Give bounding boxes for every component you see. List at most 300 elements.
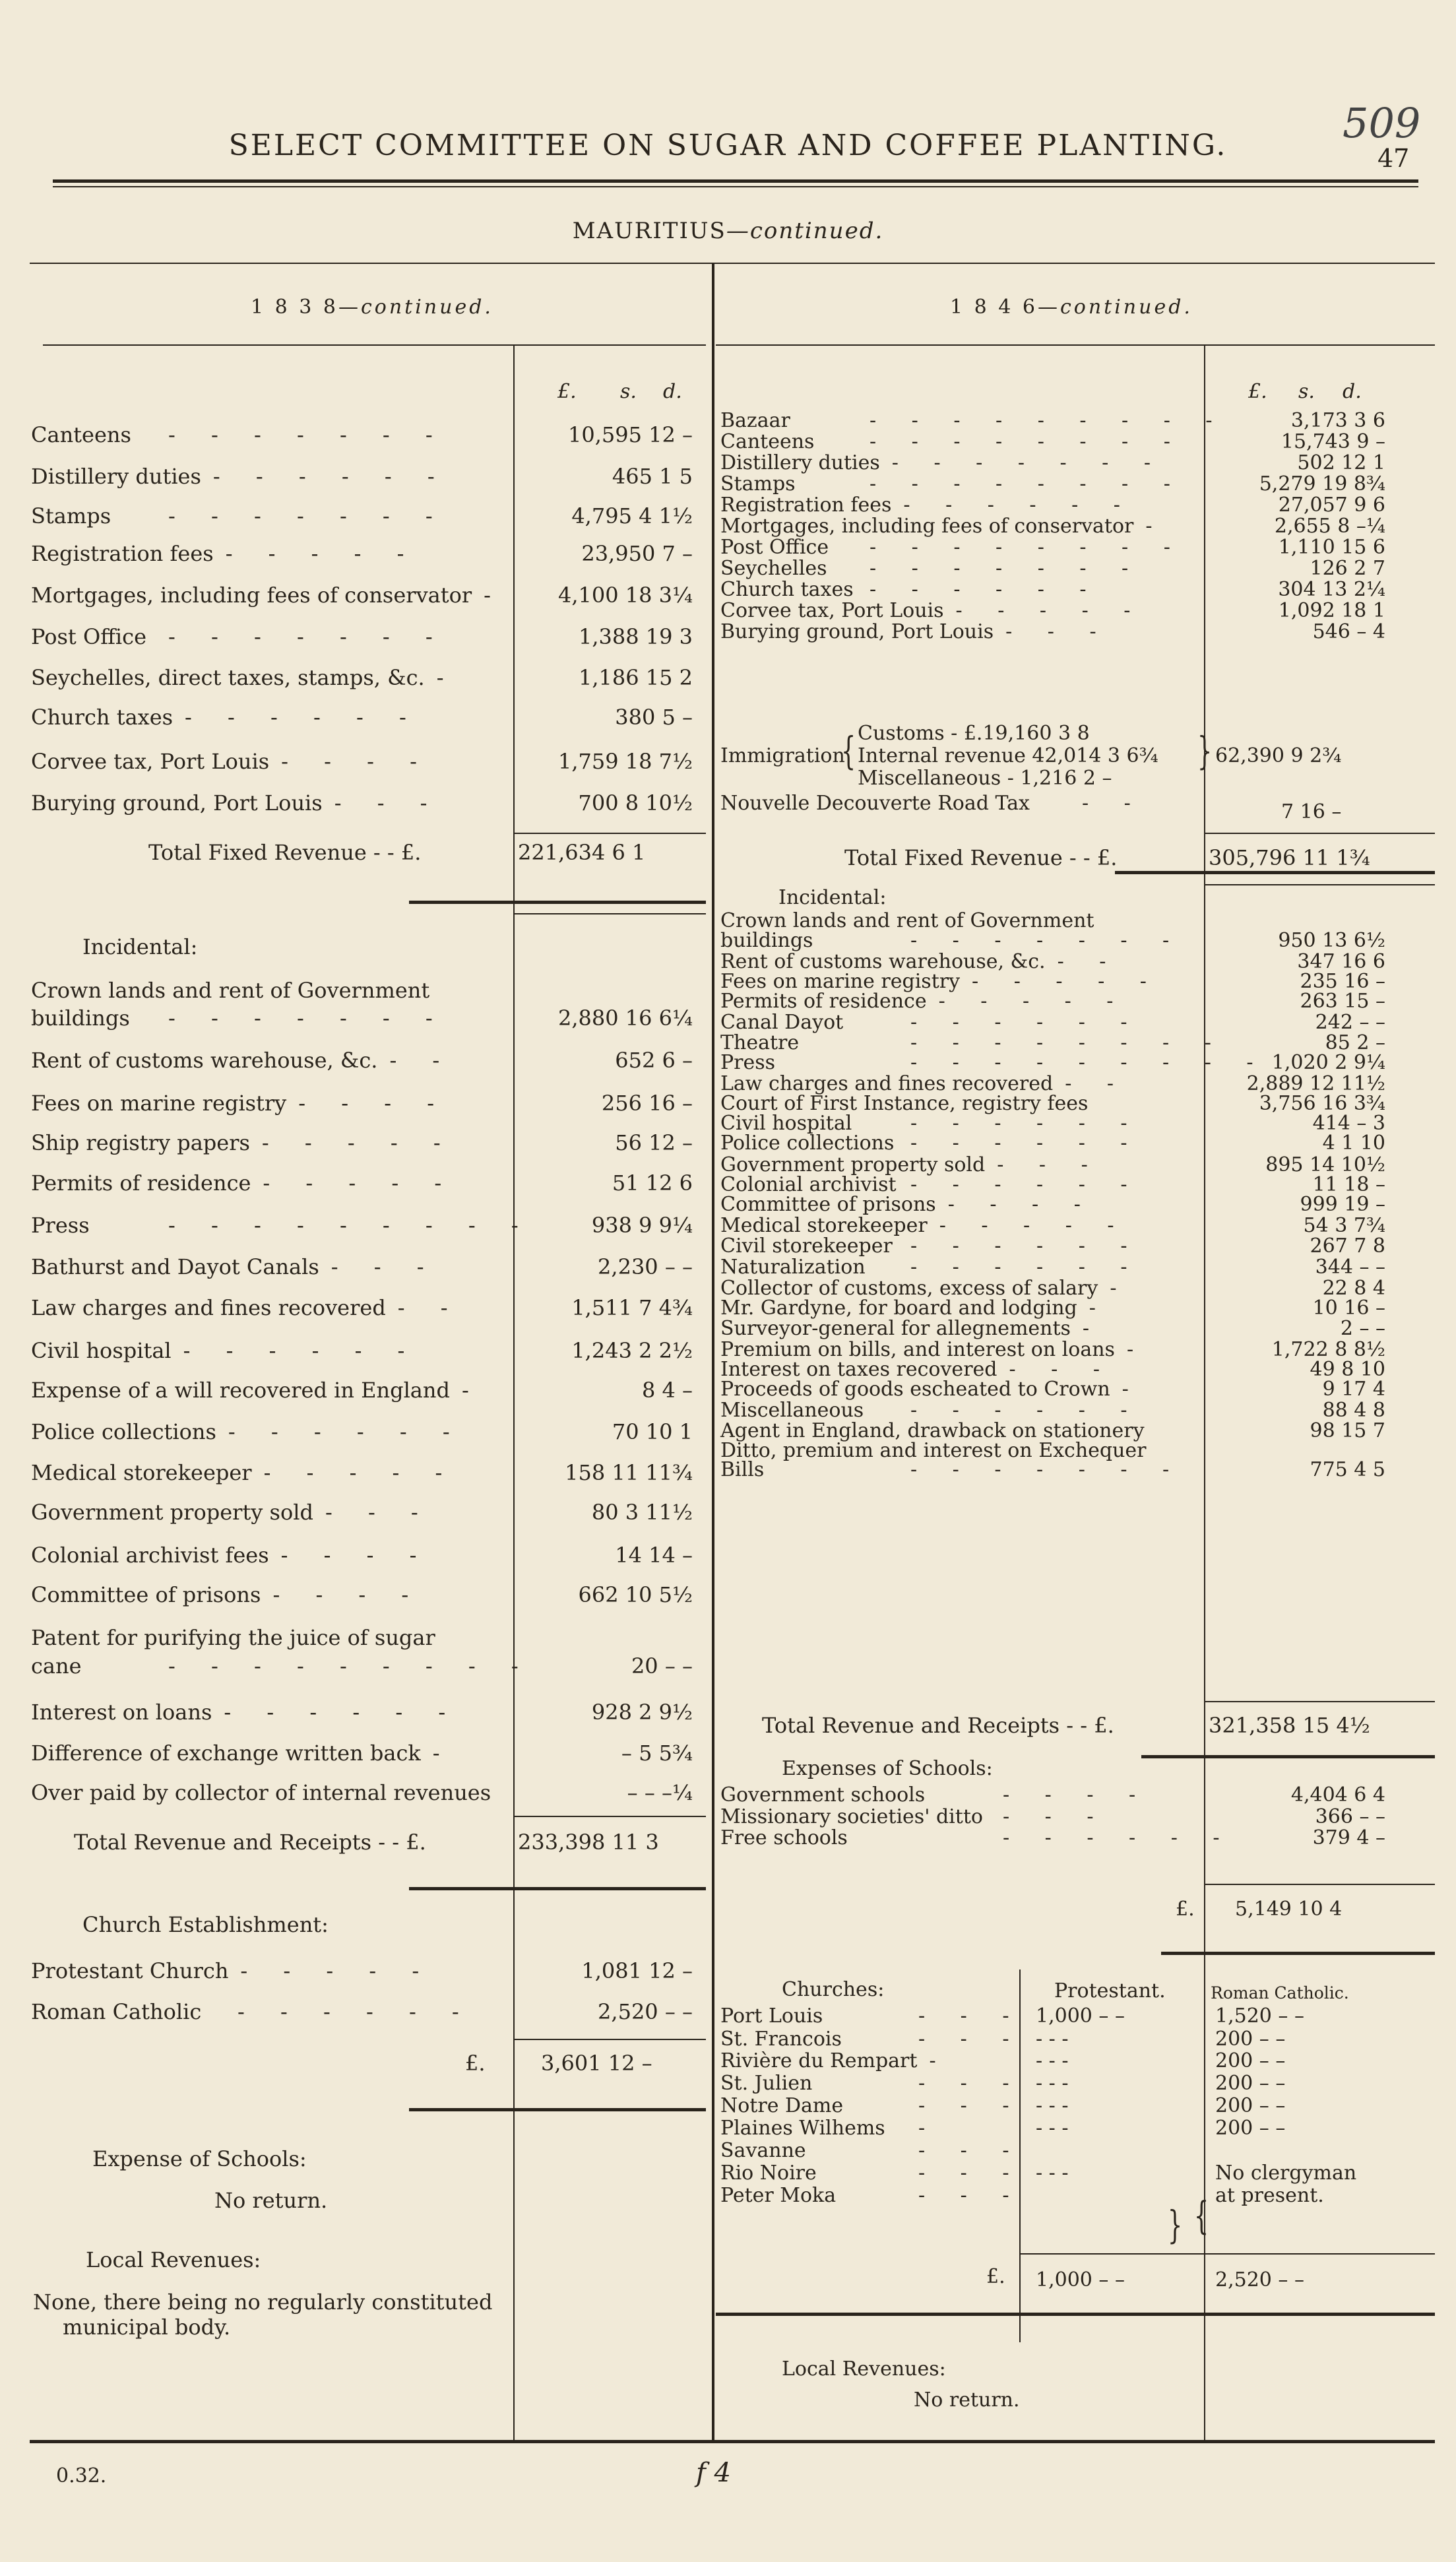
right-fixed-row-amount: 5,279 19 8¾ bbox=[1259, 472, 1385, 496]
church-row-label: Rio Noire bbox=[720, 2162, 817, 2185]
church-row-dots: - - - bbox=[918, 2139, 1024, 2162]
right-incidental-row-label: Canal Dayot bbox=[720, 1011, 844, 1034]
right-incidental-row-amount: 54 3 7¾ bbox=[1303, 1214, 1385, 1237]
left-church-row-amount: 2,520 – – bbox=[598, 1999, 693, 2024]
church-row-catholic: 200 – – bbox=[1215, 2049, 1286, 2072]
right-incidental-row-dots: - - bbox=[1065, 1072, 1128, 1095]
right-incidental-row-amount: 98 15 7 bbox=[1310, 1419, 1385, 1442]
left-church-rule bbox=[515, 2039, 706, 2040]
right-incidental-row-label: Naturalization bbox=[720, 1256, 866, 1279]
right-incidental-row-label: Ditto, premium and interest on Exchequer bbox=[720, 1439, 1147, 1462]
right-fixed-row-dots: - - - - - - bbox=[903, 494, 1135, 517]
right-schools-rule bbox=[1205, 1884, 1435, 1885]
left-fixed-row-amount: 10,595 12 – bbox=[567, 422, 693, 447]
right-incidental-row-label: Medical storekeeper bbox=[720, 1214, 928, 1237]
left-incidental-row-dots: - - - - - - - - - bbox=[168, 1213, 533, 1238]
left-total-rule bbox=[515, 833, 706, 834]
right-local-note: No return. bbox=[914, 2388, 1020, 2412]
left-fixed-row-dots: - - - - - - bbox=[185, 705, 421, 730]
right-incidental-row-amount: 267 7 8 bbox=[1310, 1234, 1385, 1258]
church-row-catholic: 200 – – bbox=[1215, 2117, 1286, 2140]
left-total-revenue-amount: 233,398 11 3 bbox=[518, 1830, 659, 1855]
right-incidental-row-label: Law charges and fines recovered bbox=[720, 1072, 1054, 1095]
right-incidental-row-label: Government property sold bbox=[720, 1153, 986, 1176]
left-year: 1 8 3 8— bbox=[251, 296, 361, 319]
clergyman-brace-icon: { bbox=[1194, 2193, 1209, 2238]
left-incidental-row-label: Ship registry papers bbox=[31, 1130, 250, 1155]
left-incidental-row-amount: 2,230 – – bbox=[598, 1254, 693, 1279]
right-incidental-row-amount: 1,722 8 8½ bbox=[1271, 1338, 1385, 1361]
left-total-fixed-label: Total Fixed Revenue - - £. bbox=[148, 840, 422, 865]
right-incidental-row-label: Surveyor-general for allegnements bbox=[720, 1317, 1071, 1340]
right-incidental-row-dots: - - - bbox=[997, 1153, 1102, 1176]
right-incidental-row-label: Interest on taxes recovered bbox=[720, 1358, 997, 1381]
church-row-dots: - bbox=[929, 2049, 951, 2072]
right-incidental-row-label: Mr. Gardyne, for board and lodging bbox=[720, 1297, 1077, 1320]
left-fixed-row-amount: 1,186 15 2 bbox=[578, 665, 693, 690]
churches-col-catholic: Roman Catholic. bbox=[1211, 1983, 1349, 2002]
footer-left: 0.32. bbox=[56, 2464, 107, 2487]
churches-total-label: £. bbox=[986, 2265, 1005, 2288]
right-fixed-row-amount: 546 – 4 bbox=[1312, 620, 1385, 643]
right-incidental-row-label: Civil hospital bbox=[720, 1112, 852, 1135]
left-shilling-head: s. bbox=[620, 380, 637, 403]
right-pound-head: £. bbox=[1248, 380, 1267, 403]
church-row-label: St. Francois bbox=[720, 2028, 842, 2051]
left-pence-head: d. bbox=[663, 380, 682, 403]
right-incidental-row-amount: 2 – – bbox=[1340, 1317, 1385, 1340]
left-incidental-row-amount: 256 16 – bbox=[601, 1091, 693, 1116]
left-fixed-row-dots: - - - - - - - bbox=[168, 503, 447, 528]
church-row-label: Peter Moka bbox=[720, 2184, 837, 2207]
left-incidental-row-dots: - bbox=[461, 1378, 484, 1403]
right-incidental-row-amount: 4 1 10 bbox=[1322, 1132, 1385, 1155]
right-incidental-row-dots: - - - - bbox=[947, 1193, 1095, 1216]
right-fixed-row-label: Stamps bbox=[720, 472, 796, 496]
left-fixed-row-dots: - - - - - - - bbox=[168, 422, 447, 447]
left-fixed-row-dots: - - - - - - - bbox=[168, 624, 447, 649]
left-incidental-row-dots: - - - bbox=[325, 1500, 433, 1525]
right-incidental-row-amount: 263 15 – bbox=[1300, 990, 1385, 1013]
left-incidental-row-label: cane bbox=[31, 1653, 82, 1679]
left-incidental-row-dots: - - - - - - bbox=[224, 1700, 460, 1725]
left-fixed-row-amount: 380 5 – bbox=[615, 705, 693, 730]
right-school-row-dots: - - - - bbox=[1003, 1783, 1151, 1807]
immigration-amount: 62,390 9 2¾ bbox=[1215, 744, 1342, 767]
left-incidental-row-label: Bathurst and Dayot Canals bbox=[31, 1254, 319, 1279]
left-fixed-row-label: Mortgages, including fees of conservator bbox=[31, 583, 472, 608]
churches-total-catholic: 2,520 – – bbox=[1215, 2268, 1304, 2291]
right-incidental-row-label: Court of First Instance, registry fees bbox=[720, 1092, 1089, 1115]
right-incidental-row-dots: - - - bbox=[1009, 1358, 1114, 1381]
subtitle-rule bbox=[30, 263, 1435, 264]
left-incidental-row-label: Expense of a will recovered in England bbox=[31, 1378, 450, 1403]
right-fixed-row-amount: 27,057 9 6 bbox=[1278, 494, 1385, 517]
right-fixed-row-label: Bazaar bbox=[720, 409, 790, 432]
right-year: 1 8 4 6— bbox=[950, 296, 1060, 319]
left-incidental-row-amount: 14 14 – bbox=[615, 1543, 693, 1568]
right-incidental-row-amount: 242 – – bbox=[1315, 1011, 1385, 1034]
church-row-protestant: - - - bbox=[1036, 2049, 1069, 2072]
right-incidental-row-dots: - - - - - - bbox=[910, 1173, 1142, 1196]
church-row-protestant: - - - bbox=[1036, 2072, 1069, 2095]
folio-stamp: 509 bbox=[1343, 99, 1421, 147]
left-church-total-amount: 3,601 12 – bbox=[541, 2051, 652, 2076]
left-total-fixed-rule2 bbox=[515, 913, 706, 914]
left-local-note-1: None, there being no regularly constituted bbox=[33, 2290, 493, 2315]
column-divider bbox=[712, 264, 714, 2441]
right-fixed-row-dots: - - - - - - - - bbox=[870, 536, 1185, 559]
left-fixed-row-label: Corvee tax, Port Louis bbox=[31, 749, 270, 774]
right-incidental-row-dots: - bbox=[1110, 1277, 1131, 1300]
left-fixed-row-amount: 465 1 5 bbox=[612, 464, 693, 489]
right-fixed-row-label: Registration fees bbox=[720, 494, 892, 517]
church-row-dots: - - - bbox=[918, 2162, 1024, 2185]
left-church-row-dots: - - - - - bbox=[240, 1958, 434, 1983]
right-incidental-row-label: Proceeds of goods escheated to Crown bbox=[720, 1378, 1110, 1401]
left-incidental-row-amount: 8 4 – bbox=[641, 1378, 693, 1403]
right-incidental-row-amount: 9 17 4 bbox=[1322, 1378, 1385, 1401]
right-incidental-row-label: Theatre bbox=[720, 1031, 800, 1054]
left-incidental-row-label: Police collections bbox=[31, 1419, 216, 1444]
left-incidental-row-dots: - - - - - bbox=[261, 1130, 455, 1155]
left-local-head: Local Revenues: bbox=[86, 2247, 261, 2272]
left-incidental-row-label: Colonial archivist fees bbox=[31, 1543, 269, 1568]
churches-col-protestant: Protestant. bbox=[1054, 1979, 1166, 2002]
left-incidental-row-label: buildings bbox=[31, 1006, 130, 1031]
left-incidental-row-label: Civil hospital bbox=[31, 1338, 172, 1363]
right-incidental-row-amount: 88 4 8 bbox=[1322, 1399, 1385, 1422]
right-fixed-row-dots: - - - - - - - bbox=[891, 451, 1165, 474]
right-incidental-row-label: Bills bbox=[720, 1458, 765, 1481]
right-local-head: Local Revenues: bbox=[782, 2357, 946, 2381]
right-incidental-head: Incidental: bbox=[778, 886, 887, 909]
right-incidental-row-dots: - - - - - bbox=[938, 990, 1128, 1013]
right-fixed-row-amount: 1,110 15 6 bbox=[1278, 536, 1385, 559]
right-incidental-row-amount: 11 18 – bbox=[1312, 1173, 1385, 1196]
nouvelle-amount: 7 16 – bbox=[1281, 800, 1342, 823]
right-incidental-row-label: Agent in England, drawback on stationery bbox=[720, 1419, 1145, 1442]
right-total-fixed-rule bbox=[1115, 871, 1435, 874]
left-incidental-row-label: Permits of residence bbox=[31, 1170, 251, 1196]
left-amount-rule bbox=[513, 346, 515, 2440]
right-school-row-label: Free schools bbox=[720, 1826, 848, 1849]
left-incidental-row-dots: - - - - bbox=[272, 1582, 424, 1607]
right-incidental-row-amount: 347 16 6 bbox=[1297, 950, 1385, 973]
church-row-catholic: 200 – – bbox=[1215, 2094, 1286, 2117]
left-incidental-row-dots: - - - - - - - bbox=[168, 1006, 447, 1031]
left-incidental-row-dots: - - - - - bbox=[263, 1170, 457, 1196]
church-row-label: Rivière du Rempart bbox=[720, 2049, 918, 2072]
left-incidental-row-amount: 1,511 7 4¾ bbox=[571, 1295, 693, 1320]
left-incidental-row-dots: - - - - - - - - - bbox=[168, 1653, 533, 1679]
right-total-fixed-label: Total Fixed Revenue - - £. bbox=[844, 845, 1118, 870]
right-fixed-row-amount: 2,655 8 –¼ bbox=[1274, 515, 1385, 538]
right-year-heading bbox=[950, 296, 1193, 319]
right-incidental-row-label: Rent of customs warehouse, &c. bbox=[720, 950, 1046, 973]
church-row-catholic: 200 – – bbox=[1215, 2028, 1286, 2051]
header-rule-thin bbox=[53, 186, 1418, 187]
left-incidental-row-amount: – – –¼ bbox=[627, 1780, 693, 1805]
right-incidental-row-amount: 22 8 4 bbox=[1322, 1277, 1385, 1300]
page-title: SELECT COMMITTEE ON SUGAR AND COFFEE PLANTING. bbox=[228, 129, 1228, 162]
right-fixed-row-label: Burying ground, Port Louis bbox=[720, 620, 994, 643]
right-incidental-row-label: Police collections bbox=[720, 1132, 895, 1155]
left-incidental-row-amount: 56 12 – bbox=[615, 1130, 693, 1155]
churches-head: Churches: bbox=[782, 1978, 885, 2001]
right-fixed-row-dots: - bbox=[1145, 515, 1167, 538]
right-incidental-row-dots: - bbox=[1126, 1338, 1149, 1361]
right-school-row-dots: - - - bbox=[1003, 1805, 1108, 1828]
subtitle-cont: —continued. bbox=[726, 218, 884, 244]
right-incidental-row-dots: - - - - - bbox=[972, 970, 1161, 993]
left-incidental-row-label: Fees on marine registry bbox=[31, 1091, 287, 1116]
right-total-rule bbox=[1205, 833, 1435, 834]
church-row-dots: - - - bbox=[918, 2184, 1024, 2207]
left-incidental-row-amount: 70 10 1 bbox=[612, 1419, 693, 1444]
right-amount-rule bbox=[1204, 346, 1205, 2440]
church-row-label: Plaines Wilhems bbox=[720, 2117, 885, 2140]
immigration-brace-icon: { bbox=[841, 728, 856, 773]
left-pound-head: £. bbox=[557, 380, 577, 403]
right-incidental-row-label: Permits of residence bbox=[720, 990, 927, 1013]
right-fixed-row-dots: - - - - - - - - bbox=[870, 430, 1185, 453]
left-fixed-row-dots: - - - - - bbox=[225, 541, 419, 566]
left-incidental-row-dots: - - - - - - bbox=[228, 1419, 464, 1444]
left-fixed-row-amount: 4,100 18 3¼ bbox=[557, 583, 693, 608]
left-incidental-row-dots: - - - - bbox=[280, 1543, 431, 1568]
church-row-dots: - bbox=[918, 2117, 940, 2140]
right-incidental-row-label: buildings bbox=[720, 929, 813, 952]
church-row-catholic: 200 – – bbox=[1215, 2072, 1286, 2095]
left-incidental-row-label: Interest on loans bbox=[31, 1700, 212, 1725]
right-incidental-row-dots: - - - - - - - - bbox=[910, 1031, 1226, 1054]
left-incidental-row-label: Government property sold bbox=[31, 1500, 313, 1525]
left-fixed-row-label: Canteens bbox=[31, 422, 131, 447]
nouvelle-label: Nouvelle Decouverte Road Tax bbox=[720, 792, 1030, 815]
left-incidental-row-label: Difference of exchange written back bbox=[31, 1741, 421, 1766]
right-fixed-row-dots: - - - - - - - - - bbox=[870, 409, 1227, 432]
church-row-label: Port Louis bbox=[720, 2004, 823, 2028]
right-school-row-label: Government schools bbox=[720, 1783, 926, 1807]
right-incidental-row-amount: 344 – – bbox=[1315, 1256, 1385, 1279]
left-local-note-2: municipal body. bbox=[63, 2315, 231, 2340]
right-incidental-row-dots: - - - - - - bbox=[910, 1132, 1142, 1155]
left-incidental-row-amount: 652 6 – bbox=[615, 1048, 693, 1073]
immigration-misc: Miscellaneous - 1,216 2 – bbox=[858, 767, 1112, 790]
right-total-fixed-amount: 305,796 11 1¾ bbox=[1209, 845, 1370, 870]
right-fixed-row-dots: - - - bbox=[1005, 620, 1111, 643]
right-incidental-row-amount: 85 2 – bbox=[1325, 1031, 1385, 1054]
left-fixed-row-amount: 1,388 19 3 bbox=[578, 624, 693, 649]
right-incidental-row-label: Civil storekeeper bbox=[720, 1234, 893, 1258]
right-incidental-row-label: Crown lands and rent of Government bbox=[720, 909, 1094, 932]
left-church-total-label: £. bbox=[465, 2051, 486, 2076]
left-incidental-row-dots: - - - - - - bbox=[183, 1338, 420, 1363]
right-incidental-row-amount: 1,020 2 9¼ bbox=[1271, 1051, 1385, 1074]
right-school-row-amount: 379 4 – bbox=[1312, 1826, 1385, 1849]
right-fixed-row-amount: 502 12 1 bbox=[1297, 451, 1385, 474]
right-total-revenue-amount: 321,358 15 4½ bbox=[1209, 1713, 1370, 1738]
page-number: 47 bbox=[1377, 144, 1410, 173]
left-church-head: Church Establishment: bbox=[82, 1912, 329, 1937]
right-pence-head: d. bbox=[1343, 380, 1362, 403]
left-fixed-row-amount: 1,759 18 7½ bbox=[557, 749, 693, 774]
left-schools-note: No return. bbox=[214, 2188, 328, 2213]
header-rule bbox=[53, 179, 1418, 183]
right-schools-total-label: £. bbox=[1176, 1898, 1195, 1921]
nouvelle-dots: - - bbox=[1082, 792, 1145, 815]
right-incidental-row-label: Colonial archivist bbox=[720, 1173, 897, 1196]
right-year-cont: continued. bbox=[1060, 296, 1193, 319]
right-school-row-amount: 4,404 6 4 bbox=[1290, 1783, 1385, 1807]
left-fixed-row-label: Distillery duties bbox=[31, 464, 201, 489]
right-incidental-row-dots: - - - - - - bbox=[910, 1399, 1142, 1422]
right-incidental-row-amount: 950 13 6½ bbox=[1278, 929, 1385, 952]
right-incidental-row-dots: - bbox=[1089, 1297, 1110, 1320]
left-incidental-row-label: Patent for purifying the juice of sugar bbox=[31, 1625, 435, 1650]
immigration-internal: Internal revenue 42,014 3 6¾ bbox=[858, 744, 1158, 767]
left-incidental-row-label: Crown lands and rent of Government bbox=[31, 978, 430, 1003]
left-church-row-dots: - - - - - - bbox=[237, 1999, 474, 2024]
left-incidental-row-label: Committee of prisons bbox=[31, 1582, 261, 1607]
right-incidental-row-label: Press bbox=[720, 1051, 776, 1074]
left-incidental-row-dots: - - - bbox=[331, 1254, 439, 1279]
left-incidental-row-dots: - - - - bbox=[298, 1091, 449, 1116]
right-fixed-row-label: Canteens bbox=[720, 430, 815, 453]
right-fixed-row-label: Post Office bbox=[720, 536, 829, 559]
right-fixed-row-dots: - - - - - - - - bbox=[870, 472, 1185, 496]
church-row-label: Savanne bbox=[720, 2139, 806, 2162]
right-fixed-row-dots: - - - - - - - bbox=[870, 557, 1143, 580]
right-incidental-row-amount: 235 16 – bbox=[1300, 970, 1385, 993]
right-school-row-label: Missionary societies' ditto bbox=[720, 1805, 983, 1828]
church-row-label: Notre Dame bbox=[720, 2094, 844, 2117]
left-incidental-row-amount: 2,880 16 6¼ bbox=[557, 1006, 693, 1031]
left-church-row-label: Roman Catholic bbox=[31, 1999, 202, 2024]
left-fixed-row-label: Burying ground, Port Louis bbox=[31, 790, 323, 816]
right-total-fixed-rule2 bbox=[1205, 884, 1435, 885]
left-total-rev-rule bbox=[515, 1816, 706, 1817]
subtitle-main: MAURITIUS bbox=[572, 218, 726, 244]
left-total-fixed-rule bbox=[409, 901, 706, 904]
right-fixed-row-dots: - - - - - bbox=[955, 599, 1145, 622]
right-total-rev-rule2 bbox=[1141, 1755, 1435, 1758]
left-incidental-row-amount: 928 2 9½ bbox=[591, 1700, 693, 1725]
left-fixed-row-dots: - - - - bbox=[281, 749, 431, 774]
church-row-protestant: 1,000 – – bbox=[1036, 2004, 1125, 2028]
left-total-rev-rule2 bbox=[409, 1887, 706, 1890]
left-church-row-amount: 1,081 12 – bbox=[581, 1958, 693, 1983]
right-fixed-row-amount: 126 2 7 bbox=[1310, 557, 1385, 580]
left-fixed-row-label: Seychelles, direct taxes, stamps, &c. bbox=[31, 665, 425, 690]
left-incidental-row-dots: - - bbox=[389, 1048, 455, 1073]
footer-signature: f 4 bbox=[696, 2458, 731, 2488]
left-schools-head: Expense of Schools: bbox=[92, 2146, 307, 2171]
right-incidental-row-amount: 10 16 – bbox=[1312, 1297, 1385, 1320]
right-incidental-row-dots: - - - - - bbox=[939, 1214, 1129, 1237]
right-incidental-row-label: Committee of prisons bbox=[720, 1193, 936, 1216]
right-fixed-row-label: Church taxes bbox=[720, 578, 854, 601]
left-incidental-row-label: Medical storekeeper bbox=[31, 1460, 252, 1485]
left-total-fixed-amount: 221,634 6 1 bbox=[518, 840, 646, 865]
church-row-protestant: - - - bbox=[1036, 2162, 1069, 2185]
right-incidental-row-dots: - - - - - - - bbox=[910, 1458, 1184, 1481]
left-incidental-row-amount: 51 12 6 bbox=[612, 1170, 693, 1196]
left-year-heading bbox=[251, 296, 493, 319]
church-row-dots: - - - bbox=[918, 2004, 1024, 2028]
right-school-row-amount: 366 – – bbox=[1315, 1805, 1385, 1828]
church-row-dots: - - - bbox=[918, 2028, 1024, 2051]
right-shilling-head: s. bbox=[1298, 380, 1315, 403]
right-incidental-row-amount: 49 8 10 bbox=[1310, 1358, 1385, 1381]
section-subtitle bbox=[0, 218, 1456, 244]
right-schools-head: Expenses of Schools: bbox=[782, 1757, 993, 1780]
left-fixed-row-amount: 4,795 4 1½ bbox=[571, 503, 693, 528]
church-row-catholic: at present. bbox=[1215, 2184, 1324, 2207]
right-incidental-row-dots: - - - - - - bbox=[910, 1234, 1142, 1258]
church-row-catholic: 1,520 – – bbox=[1215, 2004, 1304, 2028]
right-incidental-row-amount: 414 – 3 bbox=[1312, 1112, 1385, 1135]
immigration-customs: Customs - £.19,160 3 8 bbox=[858, 722, 1090, 745]
left-church-total-rule bbox=[409, 2108, 706, 2111]
left-incidental-row-amount: 80 3 11½ bbox=[591, 1500, 693, 1525]
left-fixed-row-amount: 700 8 10½ bbox=[578, 790, 693, 816]
right-fixed-row-label: Seychelles bbox=[720, 557, 827, 580]
right-incidental-row-dots: - bbox=[1082, 1317, 1104, 1340]
right-fixed-row-label: Mortgages, including fees of conservator bbox=[720, 515, 1134, 538]
left-fixed-row-label: Stamps bbox=[31, 503, 111, 528]
church-row-protestant: - - - bbox=[1036, 2094, 1069, 2117]
left-total-revenue-label: Total Revenue and Receipts - - £. bbox=[74, 1830, 426, 1855]
right-incidental-row-label: Fees on marine registry bbox=[720, 970, 961, 993]
left-church-row-label: Protestant Church bbox=[31, 1958, 229, 1983]
right-incidental-row-dots: - - bbox=[1057, 950, 1121, 973]
left-fixed-row-dots: - bbox=[436, 665, 459, 690]
right-incidental-row-dots: - bbox=[1122, 1378, 1143, 1401]
church-row-dots: - - - bbox=[918, 2094, 1024, 2117]
right-incidental-row-dots: - - - - - - bbox=[910, 1112, 1142, 1135]
right-head-rule bbox=[716, 344, 1435, 346]
left-incidental-row-dots: - - bbox=[397, 1295, 462, 1320]
right-incidental-row-label: Miscellaneous bbox=[720, 1399, 864, 1422]
left-incidental-row-dots: - - - - - bbox=[263, 1460, 457, 1485]
right-incidental-row-amount: 999 19 – bbox=[1300, 1193, 1385, 1216]
right-incidental-row-label: Collector of customs, excess of salary bbox=[720, 1277, 1098, 1300]
churches-total-rule bbox=[1021, 2253, 1435, 2255]
left-incidental-row-label: Over paid by collector of internal revenues bbox=[31, 1780, 491, 1805]
right-fixed-row-amount: 1,092 18 1 bbox=[1278, 599, 1385, 622]
left-incidental-row-amount: 938 9 9¼ bbox=[591, 1213, 693, 1238]
church-row-catholic: No clergyman bbox=[1215, 2162, 1357, 2185]
immigration-label: Immigration bbox=[720, 744, 845, 767]
right-incidental-row-amount: 775 4 5 bbox=[1310, 1458, 1385, 1481]
church-row-dots: - - - bbox=[918, 2072, 1024, 2095]
right-school-row-dots: - - - - - - bbox=[1003, 1826, 1234, 1849]
left-fixed-row-label: Registration fees bbox=[31, 541, 214, 566]
right-fixed-row-dots: - - - - - - bbox=[870, 578, 1101, 601]
right-total-rev-rule bbox=[1205, 1701, 1435, 1702]
church-row-label: St. Julien bbox=[720, 2072, 813, 2095]
church-row-protestant: - - - bbox=[1036, 2028, 1069, 2051]
left-incidental-row-label: Law charges and fines recovered bbox=[31, 1295, 386, 1320]
left-incidental-row-amount: 1,243 2 2½ bbox=[571, 1338, 693, 1363]
right-incidental-row-dots: - - - - - - - - - bbox=[910, 1051, 1268, 1074]
right-incidental-row-amount: 2,889 12 11½ bbox=[1246, 1072, 1385, 1095]
left-fixed-row-dots: - - - - - - bbox=[212, 464, 449, 489]
churches-total-protestant: 1,000 – – bbox=[1036, 2268, 1125, 2291]
right-fixed-row-label: Corvee tax, Port Louis bbox=[720, 599, 944, 622]
